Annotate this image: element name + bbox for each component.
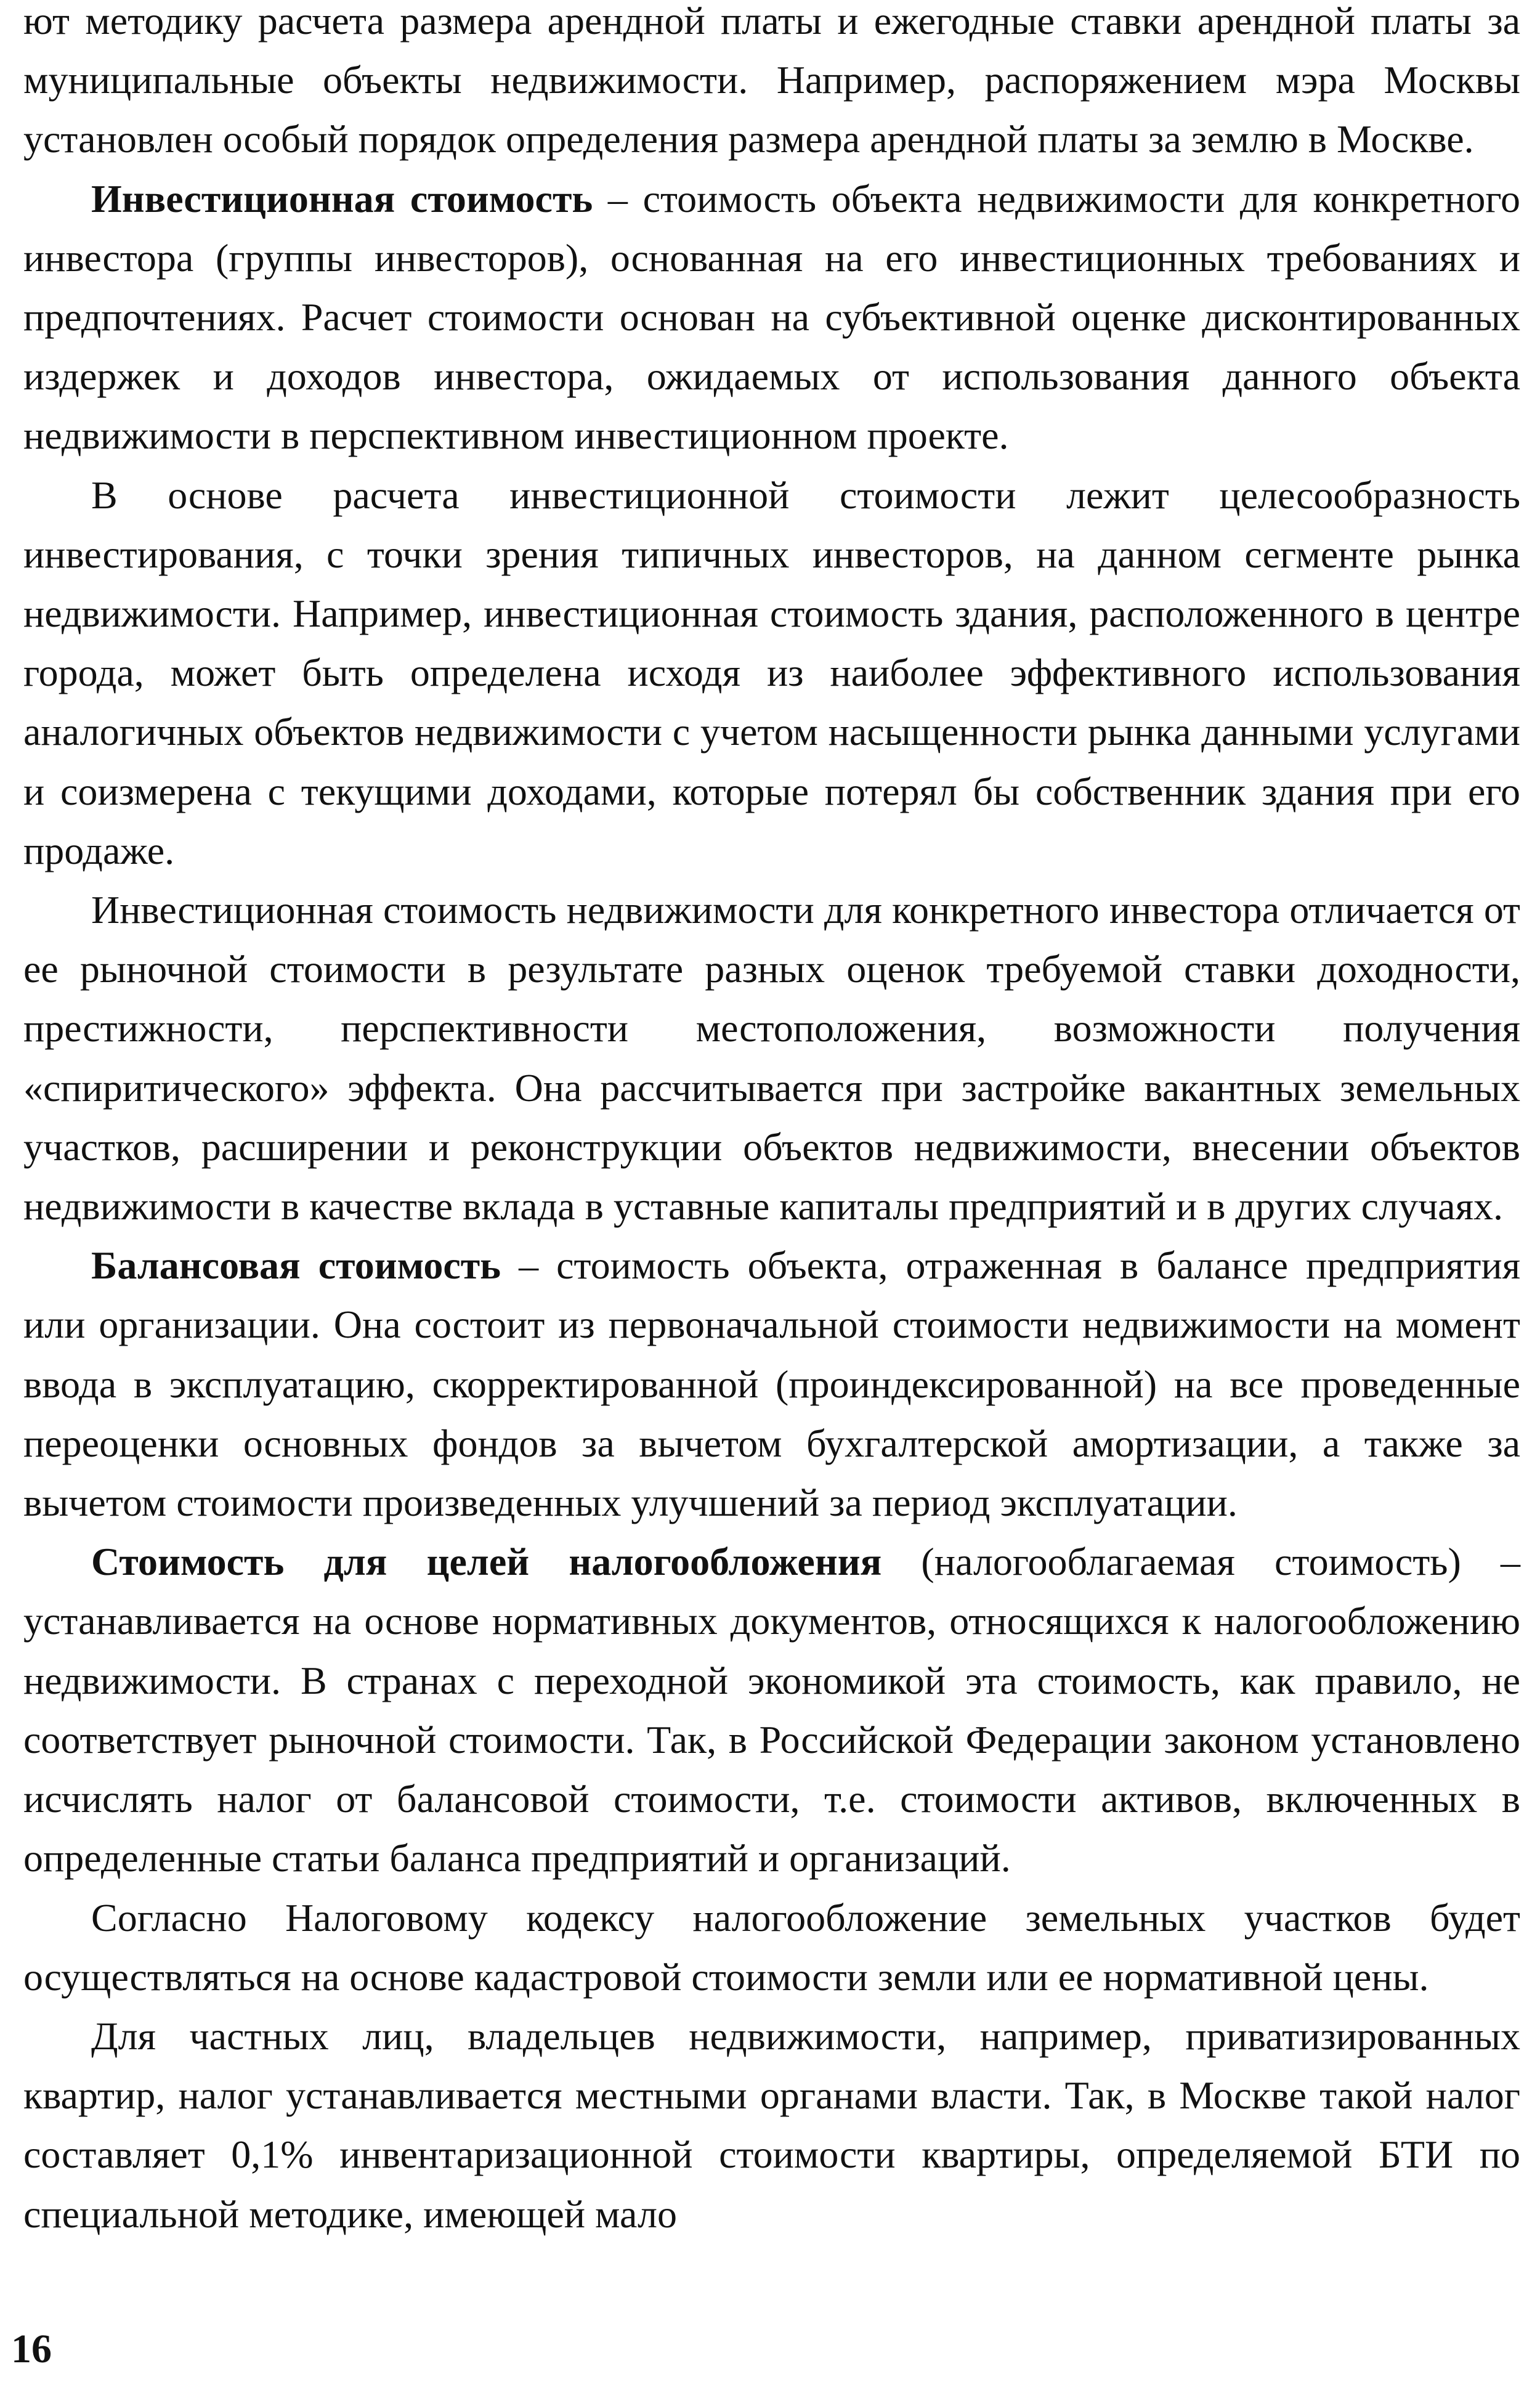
paragraph-text: ют методику расчета размера арендной платы и ежегодные ставки арендной платы за муниципальные объекты недвижимости. Например, распоряжением мэра Москвы установлен особый порядок определения размера арендной платы за землю в Москве. [23, 0, 1520, 161]
paragraph-6 [23, 1532, 1520, 1888]
paragraph-7 [23, 1888, 1520, 2007]
paragraph-text: (налогооблагаемая стоимость) – устанавливается на основе нормативных документов, относящихся к налогообложению недвижимости. В странах с переходной экономикой эта стоимость, как правило, не соответствует рыночной стоимости. Так, в Российской Федерации законом установлено исчислять налог от балансовой стоимости, т.е. стоимости активов, включенных в определенные статьи баланса предприятий и организаций. [23, 1540, 1520, 1880]
page-number: 16 [11, 2327, 52, 2372]
paragraph-4 [23, 880, 1520, 1236]
paragraph-text: Согласно Налоговому кодексу налогообложение земельных участков будет осуществляться на основе кадастровой стоимости земли или ее нормативной цены. [23, 1895, 1520, 1999]
body-text [23, 0, 1520, 2244]
paragraph-2 [23, 169, 1520, 466]
paragraph-text: – стоимость объекта недвижимости для конкретного инвестора (группы инвесторов), основанная на его инвестиционных требованиях и предпочтениях. Расчет стоимости основан на субъективной оценке дисконтированных издержек и доходов инвестора, ожидаемых от использования данного объекта недвижимости в перспективном инвестиционном проекте. [23, 176, 1521, 458]
paragraph-8 [23, 2007, 1520, 2244]
paragraph-5 [23, 1236, 1520, 1532]
paragraph-text: – стоимость объекта, отраженная в балансе предприятия или организации. Она состоит из первоначальной стоимости недвижимости на момент ввода в эксплуатацию, скорректированной (проиндексированной) на все проведенные переоценки основных фондов за вычетом бухгалтерской амортизации, а также за вычетом стоимости произведенных улучшений за период эксплуатации. [23, 1243, 1520, 1525]
paragraph-text: Инвестиционная стоимость недвижимости для конкретного инвестора отличается от ее рыночной стоимости в результате разных оценок требуемой ставки доходности, престижности, перспективности местоположения, возможности получения «спиритического» эффекта. Она рассчитывается при застройке вакантных земельных участков, расширении и реконструкции объектов недвижимости, внесении объектов недвижимости в качестве вклада в уставные капиталы предприятий и в других случаях. [23, 888, 1520, 1229]
term-investment-value: Инвестиционная стоимость [91, 176, 593, 221]
paragraph-1 [23, 0, 1520, 169]
paragraph-3 [23, 466, 1520, 880]
paragraph-text: В основе расчета инвестиционной стоимости лежит целесообразность инвестирования, с точки зрения типичных инвесторов, на данном сегменте рынка недвижимости. Например, инвестиционная стоимость здания, расположенного в центре города, может быть определена исходя из наиболее эффективного использования аналогичных объектов недвижимости с учетом насыщенности рынка данными услугами и соизмерена с текущими доходами, которые потерял бы собственник здания при его продаже. [23, 473, 1520, 872]
term-taxable-value: Стоимость для целей налогообложения [91, 1540, 882, 1584]
paragraph-text: Для частных лиц, владельцев недвижимости, например, приватизированных квартир, налог устанавливается местными органами власти. Так, в Москве такой налог составляет 0,1% инвентаризационной стоимости квартиры, определяемой БТИ по специальной методике, имеющей мало [23, 2014, 1520, 2236]
term-book-value: Балансовая стоимость [91, 1243, 501, 1288]
